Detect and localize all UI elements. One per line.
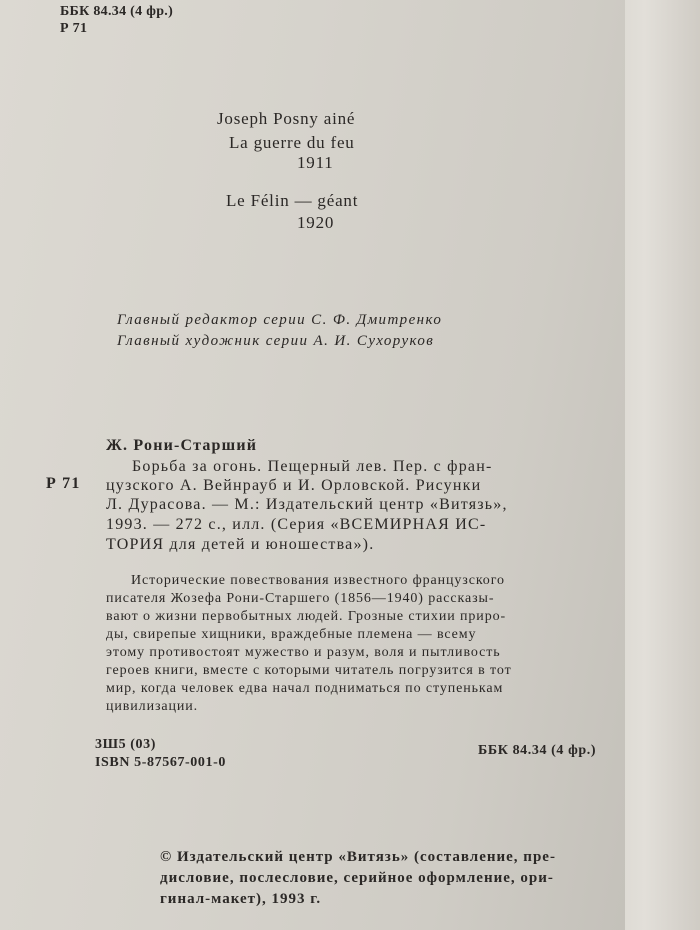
artist-credit: Главный художник серии А. И. Сухоруков	[117, 333, 435, 349]
original-year-2: 1920	[297, 213, 335, 232]
catalog-line: 1993. — 272 с., илл. (Серия «ВСЕМИРНАЯ ИС-	[106, 516, 487, 533]
classification-code: 3Ш5 (03)	[95, 737, 156, 752]
catalog-line: Борьба за огонь. Пещерный лев. Пер. с фран-	[132, 458, 493, 475]
abstract-line: цивилизации.	[106, 699, 199, 714]
copyright-line: дисловие, послесловие, серийное оформление, ори-	[160, 870, 554, 886]
catalog-side-code: Р 71	[46, 475, 81, 492]
abstract-line: этому противостоят мужество и разум, воля и пытливость	[106, 645, 501, 660]
copyright-line: © Издательский центр «Витязь» (составление, пре-	[160, 849, 556, 865]
bbk-code: ББК 84.34 (4 фр.)	[478, 743, 597, 758]
abstract-line: вают о жизни первобытных людей. Грозные стихии приро-	[106, 609, 507, 624]
abstract-line: писателя Жозефа Рони-Старшего (1856—1940) рассказы-	[106, 591, 495, 606]
abstract-line: героев книги, вместе с которыми читатель погрузится в тот	[106, 663, 512, 678]
copyright-line: гинал-макет), 1993 г.	[160, 891, 322, 907]
catalog-author: Ж. Рони-Старший	[106, 437, 258, 454]
original-title-2: Le Félin — géant	[226, 191, 359, 210]
original-year-1: 1911	[297, 153, 334, 172]
catalog-line: цузского А. Вейнрауб и И. Орловской. Рисунки	[106, 477, 482, 494]
header-code: Р 71	[60, 21, 88, 36]
original-author: Joseph Posny ainé	[217, 109, 356, 128]
header-bbk: ББК 84.34 (4 фр.)	[60, 4, 174, 19]
catalog-line: ТОРИЯ для детей и юношества»).	[106, 536, 375, 553]
abstract-line: ды, свирепые хищники, враждебные племена — всему	[106, 627, 477, 642]
abstract-line: мир, когда человек едва начал подниматься по ступенькам	[106, 681, 504, 696]
editor-credit: Главный редактор серии С. Ф. Дмитренко	[117, 312, 443, 328]
isbn: ISBN 5-87567-001-0	[95, 755, 226, 770]
catalog-line: Л. Дурасова. — М.: Издательский центр «Витязь»,	[106, 496, 508, 513]
abstract-line: Исторические повествования известного французского	[131, 573, 505, 588]
original-title-1: La guerre du feu	[229, 133, 355, 152]
